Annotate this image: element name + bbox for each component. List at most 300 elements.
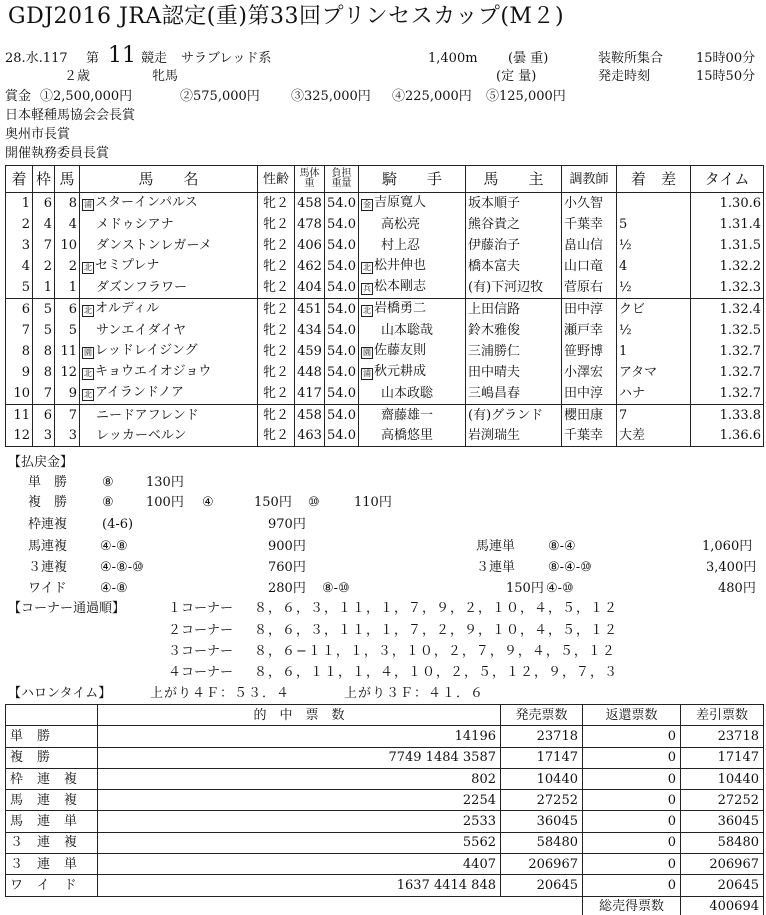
furlong-header: 【ハロンタイム】 bbox=[8, 686, 112, 701]
sales-label-cell: ３連単 bbox=[6, 854, 98, 875]
horse-name: レッドレイジング bbox=[95, 342, 198, 358]
load-cell: 54.0 bbox=[325, 426, 359, 447]
owner-cell: 坂本順子 bbox=[466, 193, 562, 214]
frame-cell: 8 bbox=[33, 362, 55, 383]
sales-row bbox=[6, 811, 764, 832]
rank-cell: 1 bbox=[6, 193, 33, 214]
sales-row bbox=[6, 768, 764, 789]
margin-cell: 5 bbox=[617, 214, 691, 235]
num-cell: 8 bbox=[55, 193, 80, 214]
payout-header: 【払戻金】 bbox=[8, 455, 74, 470]
sex-condition: 牝馬 bbox=[152, 69, 179, 84]
fukusho-amount-1: 100円 bbox=[146, 495, 184, 510]
paddock-time: 15時00分 bbox=[696, 51, 756, 66]
horse-name-cell bbox=[80, 193, 258, 214]
race-label: 第 bbox=[86, 51, 100, 66]
frame-cell: 6 bbox=[33, 404, 55, 425]
col-trainer: 調教師 bbox=[562, 166, 617, 193]
trainer-cell: 瀬戸幸 bbox=[562, 320, 617, 341]
sales-col-hit: 的 中 票 数 bbox=[98, 705, 501, 726]
load-cell: 54.0 bbox=[325, 298, 359, 319]
trainer-cell: 菅原右 bbox=[562, 277, 617, 298]
sales-total-row bbox=[6, 896, 764, 915]
owner-cell: 伊藤治子 bbox=[466, 235, 562, 256]
horse-name-cell bbox=[80, 298, 258, 319]
results-header-row bbox=[6, 166, 764, 193]
num-cell: 2 bbox=[55, 256, 80, 277]
weight-cell: 451 bbox=[295, 298, 325, 319]
fukusho-num-2: ④ bbox=[202, 495, 214, 510]
trainer-cell: 山口竜 bbox=[562, 256, 617, 277]
col-rank: 着 bbox=[6, 166, 33, 193]
sales-sold-cell: 10440 bbox=[501, 768, 583, 789]
num-cell: 10 bbox=[55, 235, 80, 256]
margin-cell: アタマ bbox=[617, 362, 691, 383]
time-cell: 1.31.5 bbox=[691, 235, 764, 256]
affiliation-badge: 浦 bbox=[84, 199, 92, 209]
horse-name-cell bbox=[80, 235, 258, 256]
sales-refund-cell: 0 bbox=[583, 790, 681, 811]
jockey-name: 吉原寛人 bbox=[374, 194, 427, 210]
sales-refund-cell: 0 bbox=[583, 726, 681, 747]
horse-name-cell bbox=[80, 214, 258, 235]
load-cell: 54.0 bbox=[325, 214, 359, 235]
prize-2: ②575,000円 bbox=[180, 89, 260, 104]
num-cell: 9 bbox=[55, 383, 80, 404]
weight-cell: 462 bbox=[295, 256, 325, 277]
wide-combo-2: ⑧-⑩ bbox=[322, 581, 350, 596]
jockey-name: 山本政聡 bbox=[381, 386, 434, 402]
sales-sold-cell: 36045 bbox=[501, 811, 583, 832]
sales-header-blank bbox=[6, 705, 98, 726]
trainer-cell: 小澤宏 bbox=[562, 362, 617, 383]
jockey-name: 岩橋勇二 bbox=[374, 300, 427, 316]
horse-name: スターインパルス bbox=[95, 194, 198, 210]
sales-refund-cell: 0 bbox=[583, 854, 681, 875]
race-unit: 競走 bbox=[141, 51, 168, 66]
sales-refund-cell: 0 bbox=[583, 768, 681, 789]
weight-cell: 417 bbox=[295, 383, 325, 404]
age-cell: 牝２ bbox=[258, 193, 295, 214]
wide-amount-1: 280円 bbox=[268, 581, 306, 596]
horse-name: ダズンフラワー bbox=[96, 280, 188, 296]
prize-5: ⑤125,000円 bbox=[486, 89, 566, 104]
sales-hit-cell: 1637 4414 848 bbox=[98, 875, 501, 896]
rank-cell: 6 bbox=[6, 298, 33, 319]
rank-cell: 7 bbox=[6, 320, 33, 341]
last-3f: 上がり３Ｆ：４１．６ bbox=[344, 686, 485, 701]
sales-col-net: 差引票数 bbox=[681, 705, 764, 726]
total-label: 総売得票数 bbox=[583, 896, 681, 915]
rank-cell: 3 bbox=[6, 235, 33, 256]
owner-cell: 田中晴夫 bbox=[466, 362, 562, 383]
corner-4-order: ８，６，１１，１，４，１０，２，５，１２，９，７，３ bbox=[254, 665, 619, 680]
fukusho-label: 複 勝 bbox=[28, 495, 68, 510]
jockey-cell bbox=[359, 277, 466, 298]
col-load: 負担重量 bbox=[325, 166, 359, 193]
wakuren-amount: 970円 bbox=[268, 517, 306, 532]
race-date: 28.水.117 bbox=[5, 51, 68, 66]
affiliation-badge: 金 bbox=[363, 199, 371, 209]
sanrenpuku-label: ３連複 bbox=[28, 560, 68, 575]
wide-amount-3: 480円 bbox=[718, 581, 756, 596]
age-cell: 牝２ bbox=[258, 341, 295, 362]
sales-hit-cell: 5562 bbox=[98, 832, 501, 853]
age-cell: 牝２ bbox=[258, 298, 295, 319]
trainer-cell: 畠山信 bbox=[562, 235, 617, 256]
sales-row bbox=[6, 747, 764, 768]
load-cell: 54.0 bbox=[325, 277, 359, 298]
horse-name-cell bbox=[80, 341, 258, 362]
weight-cell: 434 bbox=[295, 320, 325, 341]
trainer-cell: 千葉幸 bbox=[562, 214, 617, 235]
tansho-num: ⑧ bbox=[102, 475, 114, 490]
prize-1: ①2,500,000円 bbox=[40, 89, 133, 104]
affiliation-badge: 園 bbox=[363, 347, 371, 357]
time-cell: 1.36.6 bbox=[691, 426, 764, 447]
sales-row bbox=[6, 875, 764, 896]
sales-hit-cell: 14196 bbox=[98, 726, 501, 747]
sales-net-cell: 27252 bbox=[681, 790, 764, 811]
time-cell: 1.32.7 bbox=[691, 341, 764, 362]
fukusho-amount-3: 110円 bbox=[354, 495, 392, 510]
rank-cell: 4 bbox=[6, 256, 33, 277]
horse-name-cell bbox=[80, 362, 258, 383]
result-row bbox=[6, 298, 764, 319]
post-label: 発走時刻 bbox=[598, 69, 651, 84]
margin-cell: ½ bbox=[617, 235, 691, 256]
result-row bbox=[6, 341, 764, 362]
weight-cell: 458 bbox=[295, 193, 325, 214]
margin-cell bbox=[617, 193, 691, 214]
sales-sold-cell: 27252 bbox=[501, 790, 583, 811]
sales-row bbox=[6, 726, 764, 747]
trainer-cell: 小久智 bbox=[562, 193, 617, 214]
jockey-cell bbox=[359, 256, 466, 277]
margin-cell: 1 bbox=[617, 341, 691, 362]
margin-cell: 4 bbox=[617, 256, 691, 277]
wide-combo-3: ④-⑩ bbox=[546, 581, 574, 596]
trainer-cell: 田中淳 bbox=[562, 298, 617, 319]
sales-col-refund: 返還票数 bbox=[583, 705, 681, 726]
horse-name: アイランドノア bbox=[95, 385, 185, 401]
fukusho-amount-2: 150円 bbox=[254, 495, 292, 510]
rank-cell: 11 bbox=[6, 404, 33, 425]
owner-cell: 三浦勝仁 bbox=[466, 341, 562, 362]
owner-cell: 上田信路 bbox=[466, 298, 562, 319]
sales-refund-cell: 0 bbox=[583, 832, 681, 853]
col-frame: 枠 bbox=[33, 166, 55, 193]
umaren-label: 馬連複 bbox=[28, 539, 68, 554]
wakuren-label: 枠連複 bbox=[28, 517, 68, 532]
sales-table bbox=[5, 704, 764, 915]
sales-label-cell: ワイド bbox=[6, 875, 98, 896]
jockey-name: 村上忍 bbox=[381, 237, 421, 253]
sales-hit-cell: 7749 1484 3587 bbox=[98, 747, 501, 768]
results-table bbox=[5, 165, 764, 447]
num-cell: 1 bbox=[55, 277, 80, 298]
weight-rule: (定 量) bbox=[496, 69, 537, 84]
time-cell: 1.31.4 bbox=[691, 214, 764, 235]
fukusho-num-1: ⑧ bbox=[102, 495, 114, 510]
result-row bbox=[6, 404, 764, 425]
load-cell: 54.0 bbox=[325, 256, 359, 277]
load-cell: 54.0 bbox=[325, 383, 359, 404]
affiliation-badge: 北 bbox=[84, 305, 92, 315]
sales-label-cell: 枠連複 bbox=[6, 768, 98, 789]
award-2: 奥州市長賞 bbox=[5, 127, 71, 142]
time-cell: 1.33.8 bbox=[691, 404, 764, 425]
owner-cell: (有)下河辺牧 bbox=[466, 277, 562, 298]
frame-cell: 7 bbox=[33, 235, 55, 256]
sales-header-row bbox=[6, 705, 764, 726]
corner-3-label: ３コーナー bbox=[168, 644, 234, 659]
frame-cell: 6 bbox=[33, 193, 55, 214]
total-blank-2 bbox=[98, 896, 501, 915]
load-cell: 54.0 bbox=[325, 362, 359, 383]
award-3: 開催執務委員長賞 bbox=[5, 146, 110, 161]
affiliation-badge: 園 bbox=[84, 347, 92, 357]
horse-name-cell bbox=[80, 404, 258, 425]
weight-cell: 459 bbox=[295, 341, 325, 362]
owner-cell: 鈴木雅俊 bbox=[466, 320, 562, 341]
affiliation-badge: 北 bbox=[363, 263, 371, 273]
total-value: 400694 bbox=[681, 896, 764, 915]
jockey-cell bbox=[359, 235, 466, 256]
rank-cell: 5 bbox=[6, 277, 33, 298]
sales-sold-cell: 17147 bbox=[501, 747, 583, 768]
result-row bbox=[6, 256, 764, 277]
rank-cell: 10 bbox=[6, 383, 33, 404]
wide-amount-2: 150円 bbox=[506, 581, 544, 596]
owner-cell: 三嶋昌春 bbox=[466, 383, 562, 404]
sanrentan-combo: ⑧-④-⑩ bbox=[548, 560, 592, 575]
jockey-cell bbox=[359, 362, 466, 383]
sanrentan-label: ３連単 bbox=[476, 560, 516, 575]
tansho-amount: 130円 bbox=[146, 475, 184, 490]
corner-1-label: １コーナー bbox=[168, 601, 234, 616]
sales-sold-cell: 23718 bbox=[501, 726, 583, 747]
jockey-cell bbox=[359, 426, 466, 447]
owner-cell: 橋本富夫 bbox=[466, 256, 562, 277]
horse-name: メドゥシアナ bbox=[96, 216, 174, 232]
fukusho-num-3: ⑩ bbox=[308, 495, 320, 510]
horse-name: ダンストンレガーメ bbox=[96, 237, 212, 253]
time-cell: 1.32.3 bbox=[691, 277, 764, 298]
load-cell: 54.0 bbox=[325, 404, 359, 425]
sales-sold-cell: 20645 bbox=[501, 875, 583, 896]
total-blank-3 bbox=[501, 896, 583, 915]
weight-cell: 448 bbox=[295, 362, 325, 383]
distance: 1,400m bbox=[428, 51, 478, 66]
sales-hit-cell: 802 bbox=[98, 768, 501, 789]
sanrenpuku-combo: ④-⑧-⑩ bbox=[100, 560, 144, 575]
rank-cell: 12 bbox=[6, 426, 33, 447]
race-title: GDJ2016 JRA認定(重)第33回プリンセスカップ(M２) bbox=[8, 4, 565, 29]
num-cell: 4 bbox=[55, 214, 80, 235]
sales-hit-cell: 2533 bbox=[98, 811, 501, 832]
award-1: 日本軽種馬協会会長賞 bbox=[5, 108, 136, 123]
last-4f: 上がり４Ｆ：５３．４ bbox=[150, 686, 291, 701]
rank-cell: 8 bbox=[6, 341, 33, 362]
horse-name: レッカーベルン bbox=[96, 428, 187, 444]
wide-label: ワイド bbox=[28, 581, 67, 596]
prize-label: 賞金 bbox=[5, 89, 32, 104]
margin-cell: 7 bbox=[617, 404, 691, 425]
jockey-cell bbox=[359, 320, 466, 341]
horse-name: オルディル bbox=[95, 300, 159, 316]
col-num: 馬 bbox=[55, 166, 80, 193]
umatan-combo: ⑧-④ bbox=[548, 539, 576, 554]
age-cell: 牝２ bbox=[258, 383, 295, 404]
margin-cell: ½ bbox=[617, 277, 691, 298]
horse-name: サンエイダイヤ bbox=[96, 322, 187, 338]
corner-2-label: ２コーナー bbox=[168, 623, 234, 638]
sales-row bbox=[6, 790, 764, 811]
weight-cell: 478 bbox=[295, 214, 325, 235]
horse-name-cell bbox=[80, 256, 258, 277]
race-number: 11 bbox=[108, 43, 136, 68]
sales-net-cell: 17147 bbox=[681, 747, 764, 768]
frame-cell: 2 bbox=[33, 256, 55, 277]
owner-cell: 岩渕瑞生 bbox=[466, 426, 562, 447]
weight-cell: 406 bbox=[295, 235, 325, 256]
result-row bbox=[6, 193, 764, 214]
load-cell: 54.0 bbox=[325, 320, 359, 341]
weight-cell: 404 bbox=[295, 277, 325, 298]
frame-cell: 4 bbox=[33, 214, 55, 235]
age-cell: 牝２ bbox=[258, 277, 295, 298]
horse-name: ニードアフレンド bbox=[96, 407, 199, 423]
corner-3-order: ８，６−１１，１，３，１０，２，７，９，４，５，１２ bbox=[254, 644, 616, 659]
horse-name: セミプレナ bbox=[95, 258, 160, 274]
col-age: 性齢 bbox=[258, 166, 295, 193]
result-row bbox=[6, 320, 764, 341]
sales-sold-cell: 206967 bbox=[501, 854, 583, 875]
age-cell: 牝２ bbox=[258, 320, 295, 341]
time-cell: 1.32.2 bbox=[691, 256, 764, 277]
affiliation-badge: 浦 bbox=[363, 369, 371, 379]
age-cell: 牝２ bbox=[258, 426, 295, 447]
age-cell: 牝２ bbox=[258, 404, 295, 425]
rank-cell: 2 bbox=[6, 214, 33, 235]
horse-name-cell bbox=[80, 277, 258, 298]
breed: サラブレッド系 bbox=[181, 51, 272, 66]
sales-net-cell: 36045 bbox=[681, 811, 764, 832]
sales-col-sold: 発売票数 bbox=[501, 705, 583, 726]
weight-cell: 463 bbox=[295, 426, 325, 447]
jockey-cell bbox=[359, 214, 466, 235]
frame-cell: 7 bbox=[33, 383, 55, 404]
wakuren-combo: (4-6) bbox=[102, 517, 134, 532]
result-row bbox=[6, 426, 764, 447]
jockey-name: 松井伸也 bbox=[374, 258, 427, 274]
sales-row bbox=[6, 832, 764, 853]
rank-cell: 9 bbox=[6, 362, 33, 383]
jockey-cell bbox=[359, 383, 466, 404]
age-condition: ２歳 bbox=[64, 69, 91, 84]
jockey-cell bbox=[359, 404, 466, 425]
sanrentan-amount: 3,400円 bbox=[706, 560, 757, 575]
sales-label-cell: ３連複 bbox=[6, 832, 98, 853]
sales-net-cell: 10440 bbox=[681, 768, 764, 789]
margin-cell: クビ bbox=[617, 298, 691, 319]
frame-cell: 5 bbox=[33, 298, 55, 319]
col-owner: 馬 主 bbox=[466, 166, 562, 193]
col-jockey: 騎 手 bbox=[359, 166, 466, 193]
sales-sold-cell: 58480 bbox=[501, 832, 583, 853]
load-cell: 54.0 bbox=[325, 341, 359, 362]
margin-cell: 大差 bbox=[617, 426, 691, 447]
affiliation-badge: 北 bbox=[84, 263, 92, 273]
umaren-amount: 900円 bbox=[268, 539, 306, 554]
result-row bbox=[6, 235, 764, 256]
num-cell: 5 bbox=[55, 320, 80, 341]
affiliation-badge: 兵 bbox=[363, 284, 371, 294]
jockey-name: 高松亮 bbox=[381, 216, 421, 232]
load-cell: 54.0 bbox=[325, 235, 359, 256]
tansho-label: 単 勝 bbox=[28, 475, 68, 490]
affiliation-badge: 北 bbox=[84, 390, 92, 400]
col-name: 馬 名 bbox=[80, 166, 258, 193]
weight-cell: 458 bbox=[295, 404, 325, 425]
prize-4: ④225,000円 bbox=[392, 89, 472, 104]
frame-cell: 1 bbox=[33, 277, 55, 298]
corners-header: 【コーナー通過順】 bbox=[8, 601, 126, 616]
result-row bbox=[6, 383, 764, 404]
age-cell: 牝２ bbox=[258, 235, 295, 256]
frame-cell: 3 bbox=[33, 426, 55, 447]
sales-label-cell: 馬連複 bbox=[6, 790, 98, 811]
weather-track: (曇 重) bbox=[508, 51, 549, 66]
num-cell: 12 bbox=[55, 362, 80, 383]
jockey-name: 山本聡哉 bbox=[381, 322, 434, 338]
sales-net-cell: 58480 bbox=[681, 832, 764, 853]
total-blank-1 bbox=[6, 896, 98, 915]
sales-net-cell: 20645 bbox=[681, 875, 764, 896]
trainer-cell: 千葉幸 bbox=[562, 426, 617, 447]
jockey-cell bbox=[359, 341, 466, 362]
jockey-name: 松本剛志 bbox=[374, 279, 427, 295]
sales-hit-cell: 2254 bbox=[98, 790, 501, 811]
num-cell: 7 bbox=[55, 404, 80, 425]
sales-refund-cell: 0 bbox=[583, 811, 681, 832]
num-cell: 3 bbox=[55, 426, 80, 447]
col-margin: 着 差 bbox=[617, 166, 691, 193]
corner-1-order: ８，６，３，１１，１，７，９，２，１０，４，５，１２ bbox=[254, 601, 619, 616]
age-cell: 牝２ bbox=[258, 256, 295, 277]
num-cell: 6 bbox=[55, 298, 80, 319]
horse-name-cell bbox=[80, 320, 258, 341]
sales-label-cell: 複勝 bbox=[6, 747, 98, 768]
horse-name-cell bbox=[80, 426, 258, 447]
corner-4-label: ４コーナー bbox=[168, 665, 234, 680]
frame-cell: 8 bbox=[33, 341, 55, 362]
time-cell: 1.32.5 bbox=[691, 320, 764, 341]
frame-cell: 5 bbox=[33, 320, 55, 341]
sales-net-cell: 23718 bbox=[681, 726, 764, 747]
sanrenpuku-amount: 760円 bbox=[268, 560, 306, 575]
sales-label-cell: 馬連単 bbox=[6, 811, 98, 832]
jockey-name: 齋藤雄一 bbox=[381, 407, 434, 423]
margin-cell: ½ bbox=[617, 320, 691, 341]
time-cell: 1.32.7 bbox=[691, 362, 764, 383]
jockey-cell bbox=[359, 298, 466, 319]
sales-refund-cell: 0 bbox=[583, 875, 681, 896]
jockey-name: 秋元耕成 bbox=[374, 364, 427, 380]
owner-cell: (有)グランド bbox=[466, 404, 562, 425]
sales-label-cell: 単勝 bbox=[6, 726, 98, 747]
